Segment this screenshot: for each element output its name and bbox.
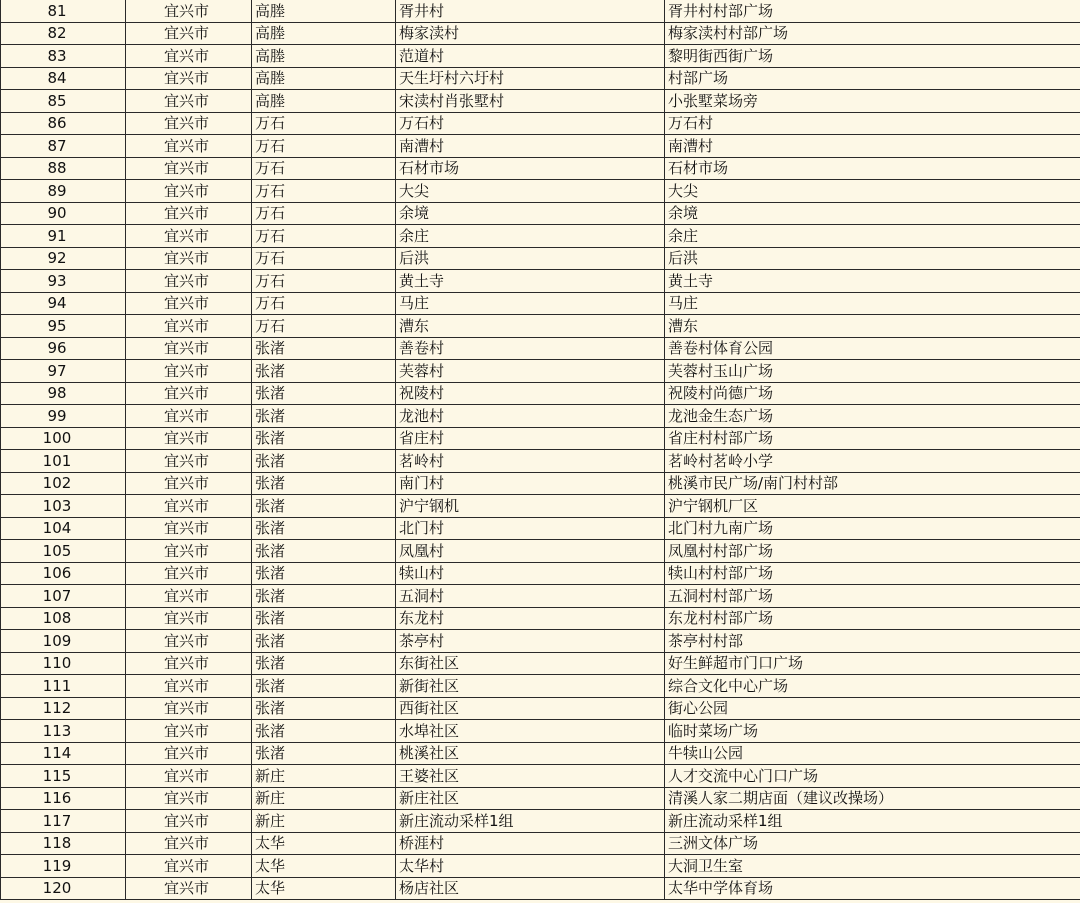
town-cell: 张渚: [252, 472, 396, 495]
city-cell: 宜兴市: [126, 135, 252, 158]
row-number: 92: [1, 247, 126, 270]
row-number: 100: [1, 427, 126, 450]
city-cell: 宜兴市: [126, 832, 252, 855]
village-cell: 新庄流动采样1组: [396, 810, 665, 833]
table-row: [1, 315, 1080, 338]
city-cell: 宜兴市: [126, 585, 252, 608]
row-number: 99: [1, 405, 126, 428]
city-cell: 宜兴市: [126, 540, 252, 563]
table-row: [1, 720, 1080, 743]
table-row: [1, 810, 1080, 833]
site-cell: 犊山村村部广场: [665, 562, 1080, 585]
table-row: [1, 337, 1080, 360]
village-cell: 凤凰村: [396, 540, 665, 563]
site-cell: 黎明街西街广场: [665, 45, 1080, 68]
city-cell: 宜兴市: [126, 652, 252, 675]
site-cell: 新庄流动采样1组: [665, 810, 1080, 833]
site-cell: 五洞村村部广场: [665, 585, 1080, 608]
village-cell: 五洞村: [396, 585, 665, 608]
town-cell: 张渚: [252, 697, 396, 720]
site-cell: 茶亭村村部: [665, 630, 1080, 653]
site-cell: 余境: [665, 202, 1080, 225]
village-cell: 范道村: [396, 45, 665, 68]
village-cell: 杨店社区: [396, 877, 665, 900]
village-cell: 漕东: [396, 315, 665, 338]
row-number: 107: [1, 585, 126, 608]
village-cell: 王婆社区: [396, 765, 665, 788]
site-cell: 万石村: [665, 112, 1080, 135]
village-cell: 大尖: [396, 180, 665, 203]
table-body: [1, 0, 1080, 900]
city-cell: 宜兴市: [126, 225, 252, 248]
village-cell: 南漕村: [396, 135, 665, 158]
city-cell: 宜兴市: [126, 495, 252, 518]
site-cell: 后洪: [665, 247, 1080, 270]
city-cell: 宜兴市: [126, 382, 252, 405]
town-cell: 万石: [252, 270, 396, 293]
town-cell: 高塍: [252, 67, 396, 90]
village-cell: 马庄: [396, 292, 665, 315]
village-cell: 南门村: [396, 472, 665, 495]
city-cell: 宜兴市: [126, 247, 252, 270]
village-cell: 水埠社区: [396, 720, 665, 743]
site-cell: 茗岭村茗岭小学: [665, 450, 1080, 473]
town-cell: 太华: [252, 877, 396, 900]
table-row: [1, 247, 1080, 270]
row-number: 108: [1, 607, 126, 630]
town-cell: 万石: [252, 202, 396, 225]
city-cell: 宜兴市: [126, 720, 252, 743]
table-row: [1, 787, 1080, 810]
village-cell: 北门村: [396, 517, 665, 540]
row-number: 82: [1, 22, 126, 45]
table-row: [1, 562, 1080, 585]
table-row: [1, 495, 1080, 518]
row-number: 87: [1, 135, 126, 158]
city-cell: 宜兴市: [126, 202, 252, 225]
city-cell: 宜兴市: [126, 427, 252, 450]
city-cell: 宜兴市: [126, 855, 252, 878]
town-cell: 张渚: [252, 405, 396, 428]
village-cell: 石材市场: [396, 157, 665, 180]
village-cell: 犊山村: [396, 562, 665, 585]
row-number: 84: [1, 67, 126, 90]
town-cell: 张渚: [252, 495, 396, 518]
row-number: 118: [1, 832, 126, 855]
table-row: [1, 607, 1080, 630]
village-cell: 万石村: [396, 112, 665, 135]
site-cell: 街心公园: [665, 697, 1080, 720]
city-cell: 宜兴市: [126, 472, 252, 495]
town-cell: 高塍: [252, 0, 396, 22]
village-cell: 梅家渎村: [396, 22, 665, 45]
town-cell: 张渚: [252, 540, 396, 563]
row-number: 105: [1, 540, 126, 563]
city-cell: 宜兴市: [126, 630, 252, 653]
site-cell: 省庄村村部广场: [665, 427, 1080, 450]
town-cell: 张渚: [252, 720, 396, 743]
row-number: 109: [1, 630, 126, 653]
table-row: [1, 180, 1080, 203]
village-cell: 祝陵村: [396, 382, 665, 405]
town-cell: 张渚: [252, 607, 396, 630]
row-number: 83: [1, 45, 126, 68]
table-row: [1, 517, 1080, 540]
town-cell: 张渚: [252, 742, 396, 765]
village-cell: 西街社区: [396, 697, 665, 720]
city-cell: 宜兴市: [126, 0, 252, 22]
site-cell: 芙蓉村玉山广场: [665, 360, 1080, 383]
city-cell: 宜兴市: [126, 270, 252, 293]
table-row: [1, 855, 1080, 878]
table-row: [1, 427, 1080, 450]
town-cell: 高塍: [252, 22, 396, 45]
site-cell: 清溪人家二期店面（建议改操场）: [665, 787, 1080, 810]
row-number: 120: [1, 877, 126, 900]
town-cell: 张渚: [252, 337, 396, 360]
row-number: 112: [1, 697, 126, 720]
town-cell: 张渚: [252, 517, 396, 540]
site-cell: 胥井村村部广场: [665, 0, 1080, 22]
village-cell: 省庄村: [396, 427, 665, 450]
site-cell: 黄土寺: [665, 270, 1080, 293]
row-number: 98: [1, 382, 126, 405]
row-number: 81: [1, 0, 126, 22]
row-number: 95: [1, 315, 126, 338]
city-cell: 宜兴市: [126, 787, 252, 810]
village-cell: 东龙村: [396, 607, 665, 630]
city-cell: 宜兴市: [126, 742, 252, 765]
table-row: [1, 67, 1080, 90]
table-row: [1, 697, 1080, 720]
town-cell: 万石: [252, 112, 396, 135]
row-number: 94: [1, 292, 126, 315]
village-cell: 桥涯村: [396, 832, 665, 855]
site-cell: 村部广场: [665, 67, 1080, 90]
town-cell: 太华: [252, 855, 396, 878]
site-cell: 余庄: [665, 225, 1080, 248]
row-number: 97: [1, 360, 126, 383]
town-cell: 新庄: [252, 765, 396, 788]
table-row: [1, 405, 1080, 428]
city-cell: 宜兴市: [126, 180, 252, 203]
city-cell: 宜兴市: [126, 112, 252, 135]
town-cell: 张渚: [252, 382, 396, 405]
table-row: [1, 225, 1080, 248]
town-cell: 万石: [252, 315, 396, 338]
site-cell: 祝陵村尚德广场: [665, 382, 1080, 405]
table-row: [1, 157, 1080, 180]
site-cell: 临时菜场广场: [665, 720, 1080, 743]
site-cell: 牛犊山公园: [665, 742, 1080, 765]
village-cell: 龙池村: [396, 405, 665, 428]
row-number: 111: [1, 675, 126, 698]
site-cell: 马庄: [665, 292, 1080, 315]
row-number: 96: [1, 337, 126, 360]
city-cell: 宜兴市: [126, 877, 252, 900]
table-row: [1, 45, 1080, 68]
town-cell: 张渚: [252, 585, 396, 608]
site-cell: 龙池金生态广场: [665, 405, 1080, 428]
table-row: [1, 292, 1080, 315]
village-cell: 桃溪社区: [396, 742, 665, 765]
city-cell: 宜兴市: [126, 157, 252, 180]
village-cell: 善卷村: [396, 337, 665, 360]
site-cell: 北门村九南广场: [665, 517, 1080, 540]
row-number: 119: [1, 855, 126, 878]
city-cell: 宜兴市: [126, 810, 252, 833]
village-cell: 茗岭村: [396, 450, 665, 473]
village-cell: 东街社区: [396, 652, 665, 675]
city-cell: 宜兴市: [126, 22, 252, 45]
site-cell: 漕东: [665, 315, 1080, 338]
site-cell: 小张墅菜场旁: [665, 90, 1080, 113]
village-cell: 新庄社区: [396, 787, 665, 810]
town-cell: 张渚: [252, 562, 396, 585]
village-cell: 茶亭村: [396, 630, 665, 653]
row-number: 110: [1, 652, 126, 675]
table-row: [1, 630, 1080, 653]
row-number: 103: [1, 495, 126, 518]
row-number: 115: [1, 765, 126, 788]
village-cell: 太华村: [396, 855, 665, 878]
table-row: [1, 90, 1080, 113]
table-row: [1, 540, 1080, 563]
village-cell: 天生圩村六圩村: [396, 67, 665, 90]
site-cell: 大尖: [665, 180, 1080, 203]
town-cell: 万石: [252, 157, 396, 180]
site-cell: 梅家渎村村部广场: [665, 22, 1080, 45]
site-cell: 石材市场: [665, 157, 1080, 180]
city-cell: 宜兴市: [126, 405, 252, 428]
table-row: [1, 652, 1080, 675]
table-row: [1, 742, 1080, 765]
site-cell: 善卷村体育公园: [665, 337, 1080, 360]
town-cell: 张渚: [252, 360, 396, 383]
site-cell: 沪宁钢机厂区: [665, 495, 1080, 518]
table-row: [1, 0, 1080, 22]
site-cell: 太华中学体育场: [665, 877, 1080, 900]
village-cell: 余庄: [396, 225, 665, 248]
row-number: 101: [1, 450, 126, 473]
row-number: 93: [1, 270, 126, 293]
site-cell: 大洞卫生室: [665, 855, 1080, 878]
table-row: [1, 202, 1080, 225]
site-cell: 综合文化中心广场: [665, 675, 1080, 698]
site-cell: 三洲文体广场: [665, 832, 1080, 855]
city-cell: 宜兴市: [126, 607, 252, 630]
city-cell: 宜兴市: [126, 765, 252, 788]
town-cell: 张渚: [252, 630, 396, 653]
table-row: [1, 382, 1080, 405]
town-cell: 太华: [252, 832, 396, 855]
row-number: 85: [1, 90, 126, 113]
table-row: [1, 135, 1080, 158]
table-row: [1, 472, 1080, 495]
village-cell: 沪宁钢机: [396, 495, 665, 518]
village-cell: 芙蓉村: [396, 360, 665, 383]
row-number: 116: [1, 787, 126, 810]
town-cell: 万石: [252, 247, 396, 270]
row-number: 113: [1, 720, 126, 743]
town-cell: 张渚: [252, 427, 396, 450]
city-cell: 宜兴市: [126, 90, 252, 113]
row-number: 86: [1, 112, 126, 135]
table-row: [1, 832, 1080, 855]
town-cell: 高塍: [252, 45, 396, 68]
table-row: [1, 270, 1080, 293]
site-cell: 东龙村村部广场: [665, 607, 1080, 630]
site-cell: 桃溪市民广场/南门村村部: [665, 472, 1080, 495]
row-number: 90: [1, 202, 126, 225]
town-cell: 张渚: [252, 652, 396, 675]
town-cell: 新庄: [252, 787, 396, 810]
village-cell: 后洪: [396, 247, 665, 270]
city-cell: 宜兴市: [126, 360, 252, 383]
city-cell: 宜兴市: [126, 450, 252, 473]
village-cell: 胥井村: [396, 0, 665, 22]
table-row: [1, 877, 1080, 900]
table-row: [1, 585, 1080, 608]
table-row: [1, 22, 1080, 45]
town-cell: 万石: [252, 225, 396, 248]
site-cell: 凤凰村村部广场: [665, 540, 1080, 563]
city-cell: 宜兴市: [126, 517, 252, 540]
village-cell: 新街社区: [396, 675, 665, 698]
city-cell: 宜兴市: [126, 337, 252, 360]
city-cell: 宜兴市: [126, 67, 252, 90]
town-cell: 万石: [252, 292, 396, 315]
site-cell: 南漕村: [665, 135, 1080, 158]
city-cell: 宜兴市: [126, 562, 252, 585]
village-cell: 余境: [396, 202, 665, 225]
city-cell: 宜兴市: [126, 45, 252, 68]
town-cell: 新庄: [252, 810, 396, 833]
site-cell: 人才交流中心门口广场: [665, 765, 1080, 788]
city-cell: 宜兴市: [126, 697, 252, 720]
row-number: 102: [1, 472, 126, 495]
town-cell: 万石: [252, 180, 396, 203]
row-number: 91: [1, 225, 126, 248]
city-cell: 宜兴市: [126, 292, 252, 315]
town-cell: 张渚: [252, 450, 396, 473]
table-row: [1, 450, 1080, 473]
town-cell: 万石: [252, 135, 396, 158]
town-cell: 张渚: [252, 675, 396, 698]
row-number: 114: [1, 742, 126, 765]
table-row: [1, 360, 1080, 383]
town-cell: 高塍: [252, 90, 396, 113]
city-cell: 宜兴市: [126, 315, 252, 338]
city-cell: 宜兴市: [126, 675, 252, 698]
row-number: 89: [1, 180, 126, 203]
row-number: 117: [1, 810, 126, 833]
village-cell: 宋渎村肖张墅村: [396, 90, 665, 113]
village-cell: 黄土寺: [396, 270, 665, 293]
table-row: [1, 112, 1080, 135]
row-number: 104: [1, 517, 126, 540]
site-cell: 好生鲜超市门口广场: [665, 652, 1080, 675]
row-number: 106: [1, 562, 126, 585]
table-row: [1, 765, 1080, 788]
table-row: [1, 675, 1080, 698]
row-number: 88: [1, 157, 126, 180]
